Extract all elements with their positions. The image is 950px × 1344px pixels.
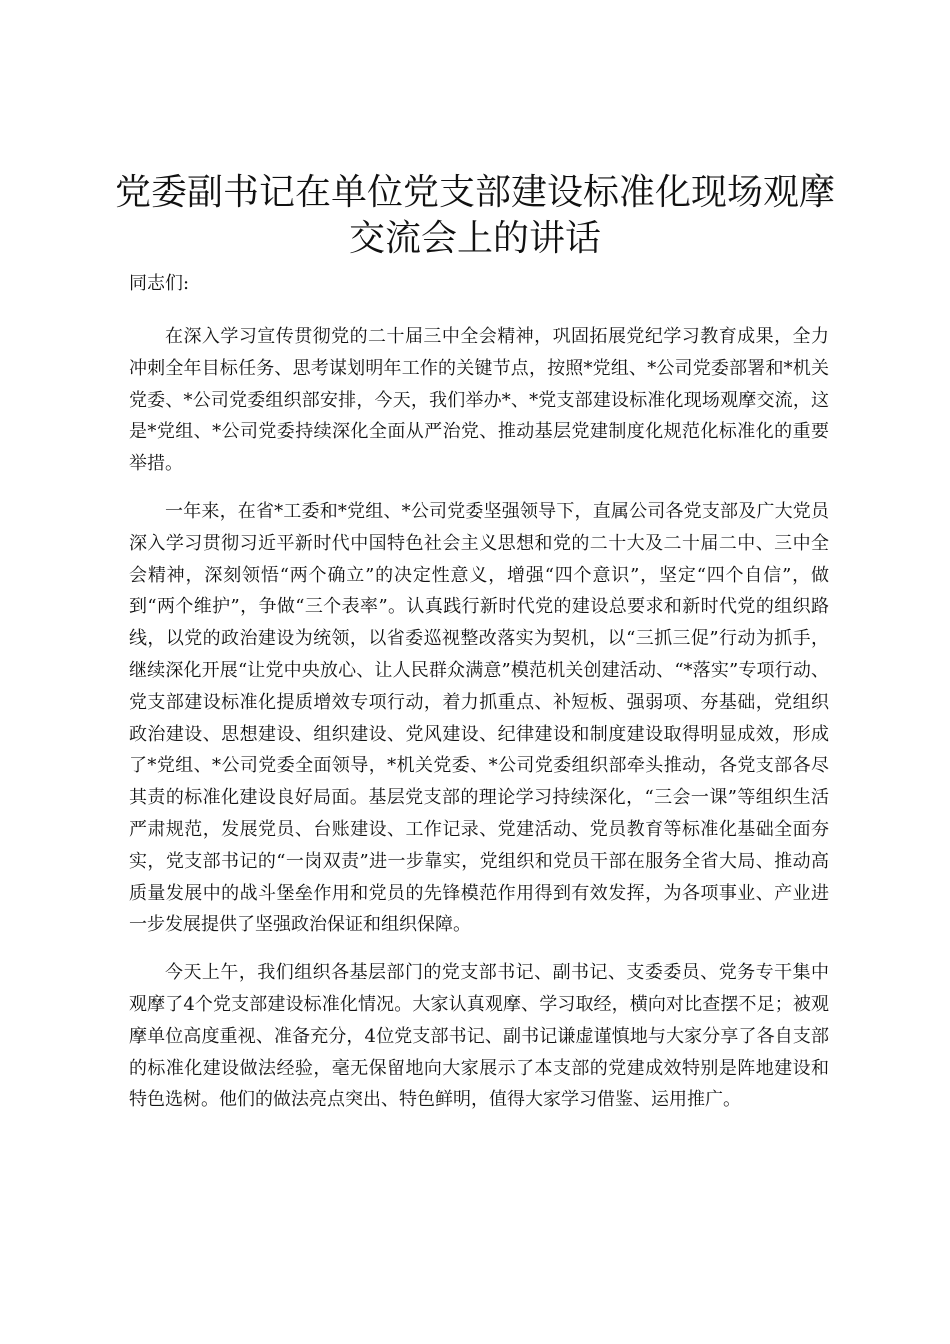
paragraph-3: 今天上午，我们组织各基层部门的党支部书记、副书记、支委委员、党务专干集中观摩了4个党支部建设标准化情况。大家认真观摩、学习取经，横向对比查摆不足；被观摩单位高度重视、准备充分，4位党支部书记、副书记谦虚谨慎地与大家分享了各自支部的标准化建设做法经验，毫无保留地向大家展示了本支部的党建成效特别是阵地建设和特色选树。他们的做法亮点突出、特色鲜明，值得大家学习借鉴、运用推广。 <box>129 962 829 1111</box>
paragraph-1: 在深入学习宣传贯彻党的二十届三中全会精神，巩固拓展党纪学习教育成果，全力冲刺全年目标任务、思考谋划明年工作的关键节点，按照*党组、*公司党委部署和*机关党委、*公司党委组织部安排，今天，我们举办*、*党支部建设标准化现场观摩交流，这是*党组、*公司党委持续深化全面从严治党、推动基层党建制度化规范化标准化的重要举措。 <box>129 326 829 475</box>
paragraph-2: 一年来，在省*工委和*党组、*公司党委坚强领导下，直属公司各党支部及广大党员深入学习贯彻习近平新时代中国特色社会主义思想和党的二十大及二十届二中、三中全会精神，深刻领悟“两个确立”的决定性意义，增强“四个意识”，坚定“四个自信”，做到“两个维护”，争做“三个表率”。认真践行新时代党的建设总要求和新时代党的组织路线，以党的政治建设为统领，以省委巡视整改落实为契机，以“三抓三促”行动为抓手，继续深化开展“让党中央放心、让人民群众满意”模范机关创建活动、“*落实”专项行动、党支部建设标准化提质增效专项行动，着力抓重点、补短板、强弱项、夯基础，党组织政治建设、思想建设、组织建设、党风建设、纪律建设和制度建设取得明显成效，形成了*党组、*公司党委全面领导，*机关党委、*公司党委组织部牵头推动，各党支部各尽其责的标准化建设良好局面。基层党支部的理论学习持续深化，“三会一课”等组织生活严肃规范，发展党员、台账建设、工作记录、党建活动、党员教育等标准化基础全面夯实，党支部书记的“一岗双责”进一步靠实，党组织和党员干部在服务全省大局、推动高质量发展中的战斗堡垒作用和党员的先锋模范作用得到有效发挥，为各项事业、产业进一步发展提供了坚强政治保证和组织保障。 <box>129 500 829 936</box>
page-title <box>100 170 850 262</box>
body-text <box>129 321 829 1132</box>
title-line-2: 交流会上的讲话 <box>348 218 601 259</box>
salutation: 同志们: <box>129 273 190 294</box>
title-line-1: 党委副书记在单位党支部建设标准化现场观摩 <box>114 172 835 213</box>
